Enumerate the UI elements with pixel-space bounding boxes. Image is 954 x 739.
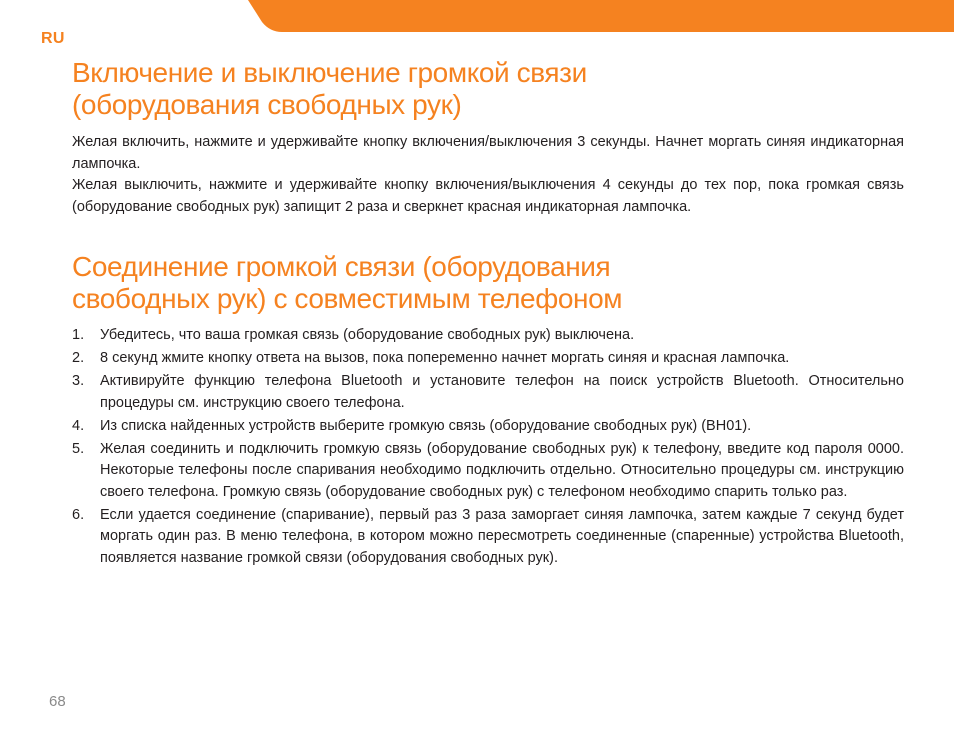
list-item (72, 505, 904, 570)
list-item (72, 325, 904, 347)
language-label: RU (41, 30, 65, 47)
power-instructions (72, 132, 904, 218)
step-text: Если удается соединение (спаривание), первый раз 3 раза заморгает синяя лампочка, затем каждые 7 секунд будет моргать один раз. В меню телефона, в котором можно пересмотреть соединенные (спаренные) устройства Bluetooth, появляется название громкой связи (оборудования свободных рук). (100, 506, 904, 566)
section-title-power (72, 57, 587, 121)
section-title-line: Включение и выключение громкой связи (72, 57, 587, 88)
section-title-pairing (72, 251, 622, 315)
step-text: Из списка найденных устройств выберите громкую связь (оборудование свободных рук) (BH01). (100, 417, 752, 434)
step-text: Убедитесь, что ваша громкая связь (оборудование свободных рук) выключена. (100, 327, 635, 343)
step-number: 3. (72, 373, 85, 389)
list-item (72, 371, 904, 414)
step-number: 6. (72, 506, 85, 523)
section-title-line: Соединение громкой связи (оборудования (72, 251, 611, 282)
list-item (72, 416, 904, 438)
page-number: 68 (49, 693, 66, 710)
paragraph-power-off: Желая выключить, нажмите и удерживайте кнопку включения/выключения 4 секунды до тех пор, пока громкая связь (оборудование свободных рук) запищит 2 раза и сверкнет красная индикаторная лампочка. (72, 177, 904, 215)
top-orange-band (0, 0, 954, 32)
step-text: 8 секунд жмите кнопку ответа на вызов, пока попеременно начнет моргать синяя и красная лампочка. (100, 350, 790, 366)
pairing-steps-list (72, 325, 904, 571)
section-title-line: свободных рук) с совместимым телефоном (72, 283, 623, 314)
list-item (72, 348, 904, 370)
section-title-line: (оборудования свободных рук) (72, 89, 462, 120)
step-text: Желая соединить и подключить громкую связь (оборудование свободных рук) к телефону, введите код пароля 0000. Некоторые телефоны после спаривания необходимо подключить отдельно. Относительно процедуры см. инструкцию своего телефона. Громкую связь (оборудование свободных рук) с телефоном необходимо спарить только раз. (100, 440, 904, 500)
step-number: 5. (72, 440, 85, 457)
step-number: 4. (72, 417, 85, 434)
step-text: Активируйте функцию телефона Bluetooth и установите телефон на поиск устройств Bluetooth. Относительно процедуры см. инструкцию своего телефона. (100, 373, 904, 411)
list-item (72, 439, 904, 504)
step-number: 1. (72, 327, 85, 343)
step-number: 2. (72, 350, 85, 366)
paragraph-power-on: Желая включить, нажмите и удерживайте кнопку включения/выключения 3 секунды. Начнет моргать синяя индикаторная лампочка. (72, 134, 904, 172)
